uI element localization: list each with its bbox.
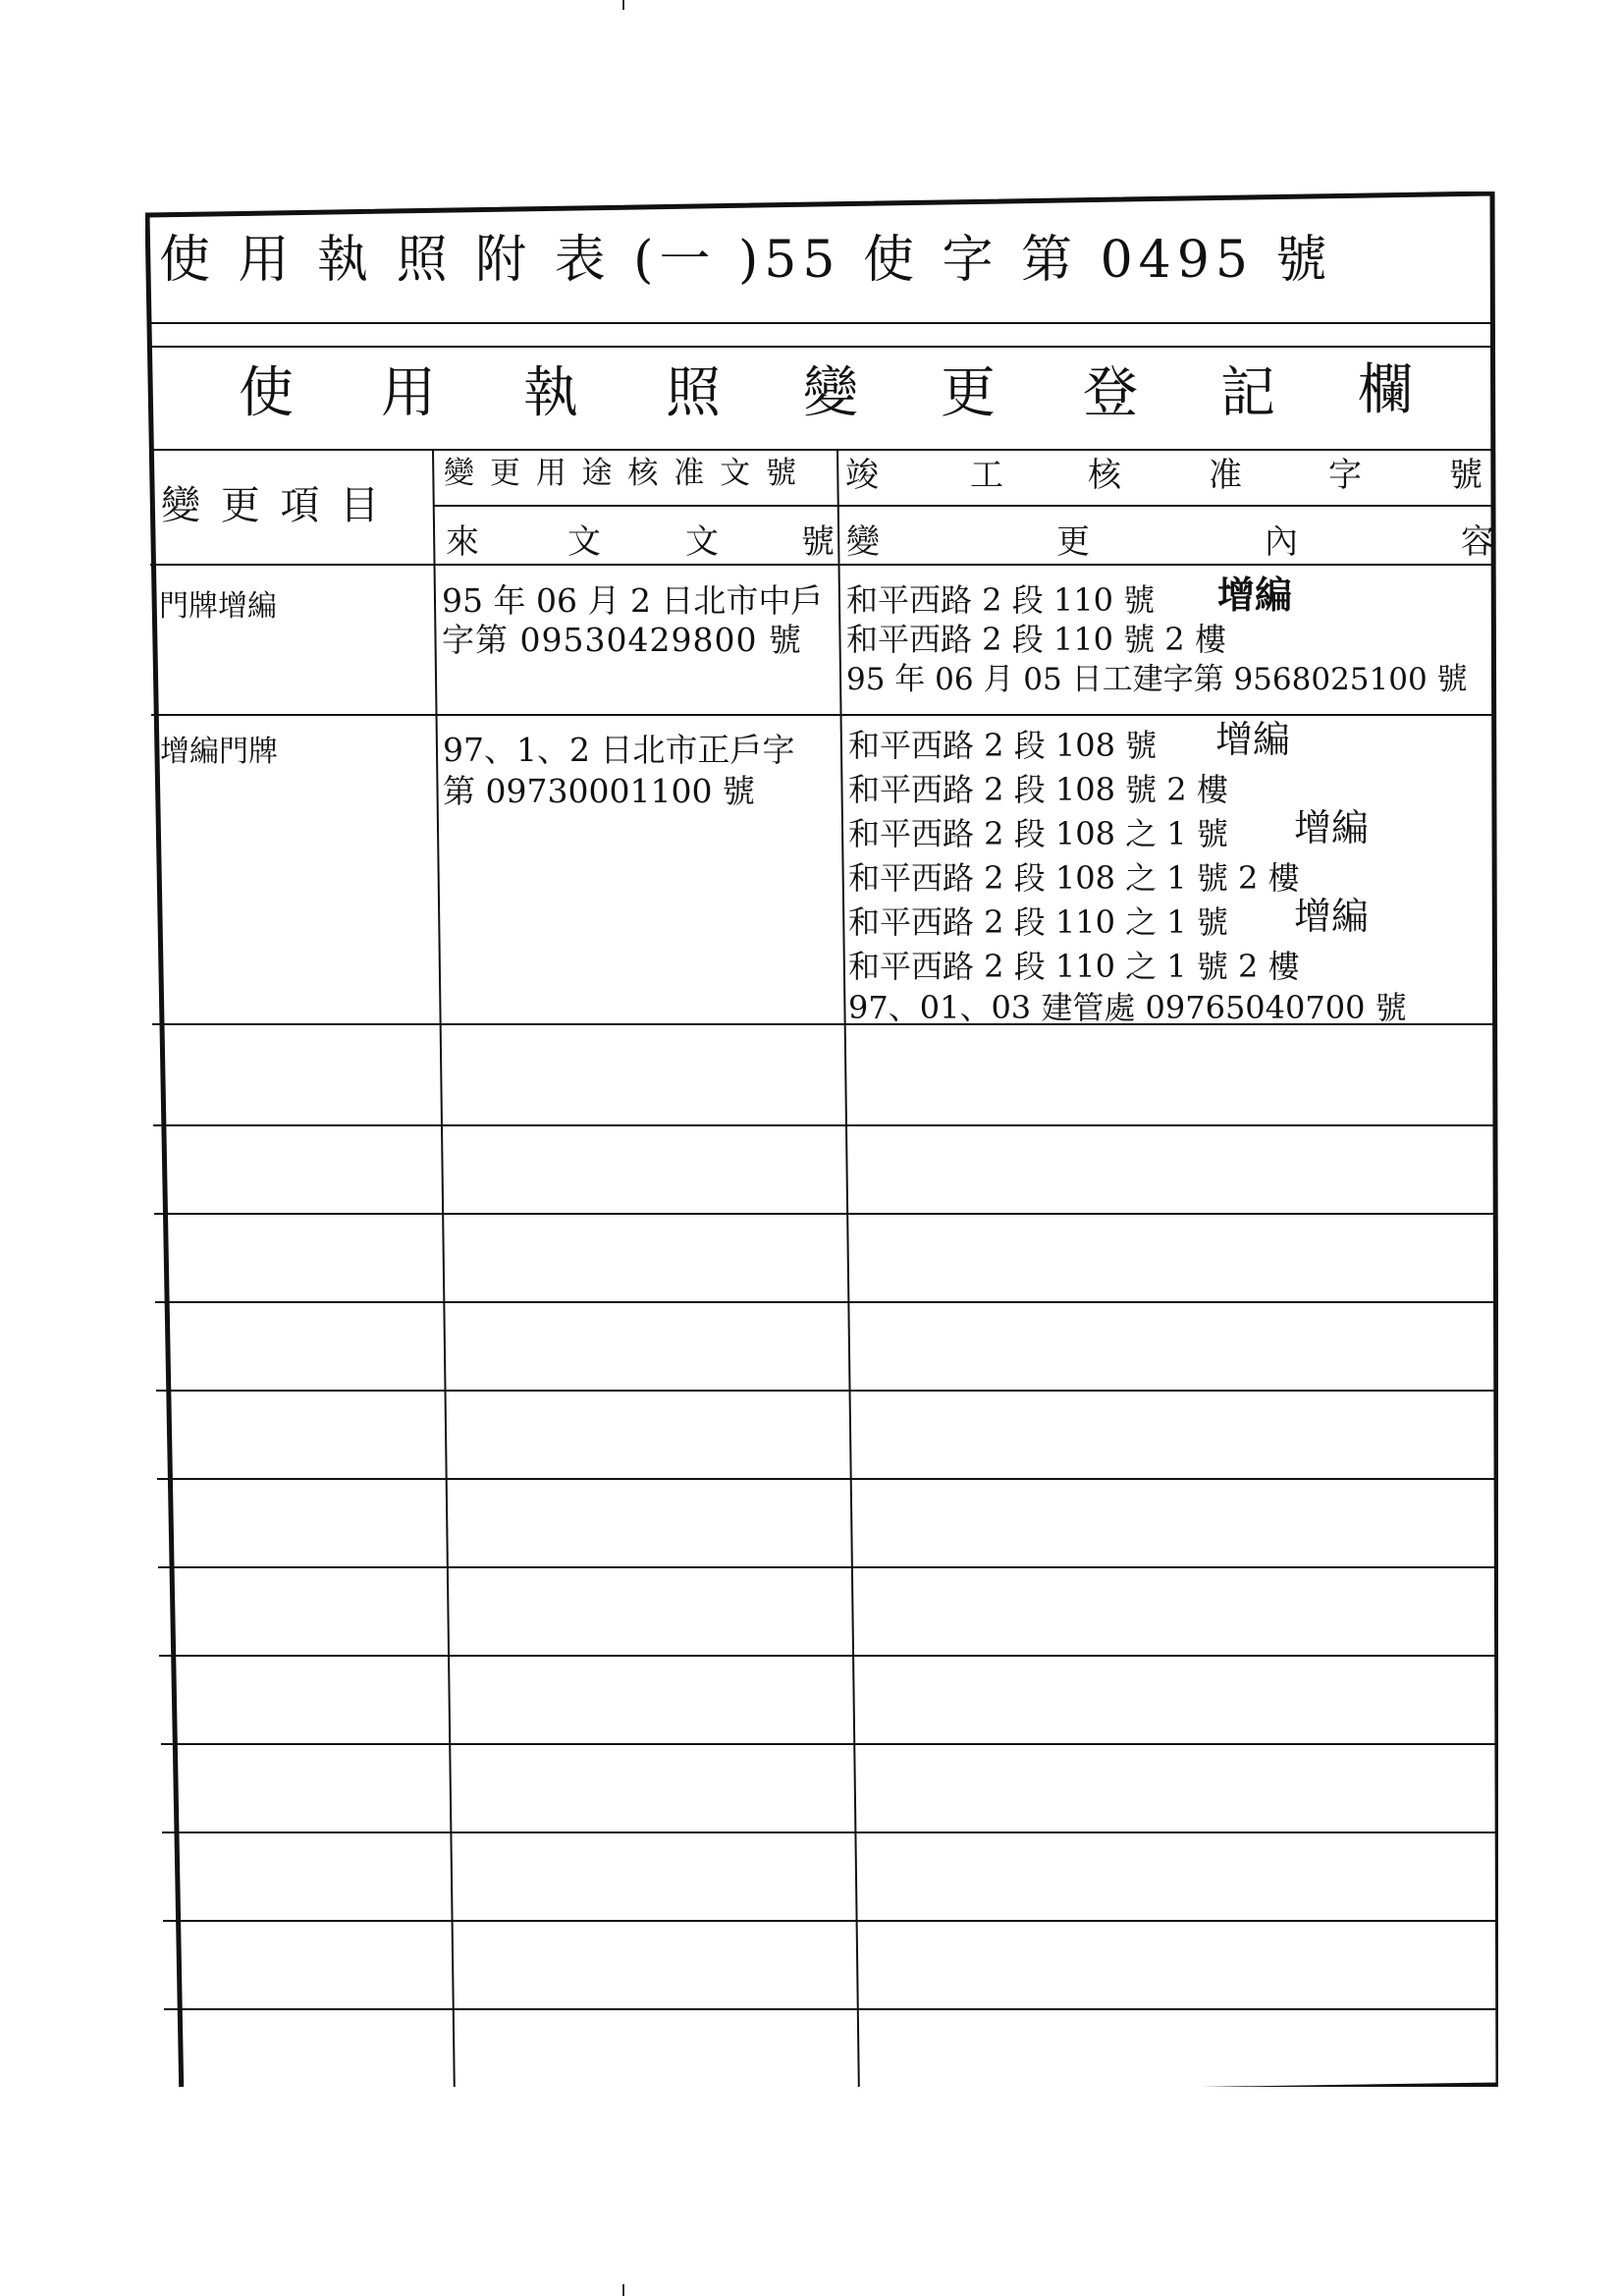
row-content-line: 和平西路 2 段 110 之 1 號 2 樓 [848,948,1300,985]
row-content-line: 和平西路 2 段 110 號 [846,581,1156,619]
heading-char: 執 [523,361,578,425]
row-item: 增編門牌 [160,735,278,769]
row-content-line: 95 年 06 月 05 日工建字第 9568025100 號 [846,662,1468,697]
row-content-tag: 增編 [1294,808,1370,849]
permit-title: 使 用 執 照 附 表 (一 )55 使 字 第 0495 號 [159,231,1333,290]
scan-mark-top [622,0,624,10]
header-char: 容 [1461,522,1494,562]
heading-char: 照 [666,361,721,425]
header-char: 變 [846,522,880,562]
header-change-use-doc: 變 更 用 途 核 准 文 號 [444,456,799,491]
header-char: 內 [1265,522,1298,562]
row-content-tag: 增編 [1217,574,1293,617]
header-change-item: 變 更 項 目 [161,483,384,528]
table-grid-lines [145,191,1498,2087]
header-char: 來 [446,522,479,562]
heading-char: 登 [1083,361,1138,425]
registration-table [145,191,1498,2087]
header-char: 文 [685,522,719,562]
row-content-line: 和平西路 2 段 110 之 1 號 [848,903,1228,941]
header-char: 核 [1088,456,1121,495]
row-content-line: 97、01、03 建管處 09765040700 號 [848,989,1407,1026]
row-content-tag: 增編 [1215,720,1291,761]
heading-char: 欄 [1358,358,1413,422]
header-char: 竣 [845,456,879,495]
header-char: 工 [970,456,1003,495]
heading-char: 變 [803,361,858,425]
heading-char: 用 [381,361,436,425]
row-content-line: 和平西路 2 段 108 之 1 號 2 樓 [848,859,1300,897]
heading-char: 記 [1220,361,1275,425]
row-doc-line: 95 年 06 月 2 日北市中戶 [442,581,824,620]
row-content-tag: 增編 [1294,897,1370,938]
row-content-line: 和平西路 2 段 108 號 2 樓 [848,771,1228,808]
header-char: 文 [567,522,601,562]
row-doc-line: 字第 09530429800 號 [442,621,802,659]
header-char: 號 [801,522,835,562]
header-char: 字 [1328,456,1362,495]
row-doc-line: 第 09730001100 號 [443,772,755,810]
row-content-line: 和平西路 2 段 108 號 [848,727,1158,764]
row-item: 門牌增編 [159,589,277,624]
scan-mark-bottom [622,2284,624,2296]
row-doc-line: 97、1、2 日北市正戶字 [443,731,795,769]
row-content-line: 和平西路 2 段 110 號 2 樓 [846,621,1226,658]
header-char: 更 [1056,522,1090,562]
row-content-line: 和平西路 2 段 108 之 1 號 [848,815,1228,852]
heading-char: 更 [941,361,996,425]
header-char: 准 [1209,456,1242,495]
heading-char: 使 [239,361,294,425]
header-char: 號 [1449,456,1483,495]
